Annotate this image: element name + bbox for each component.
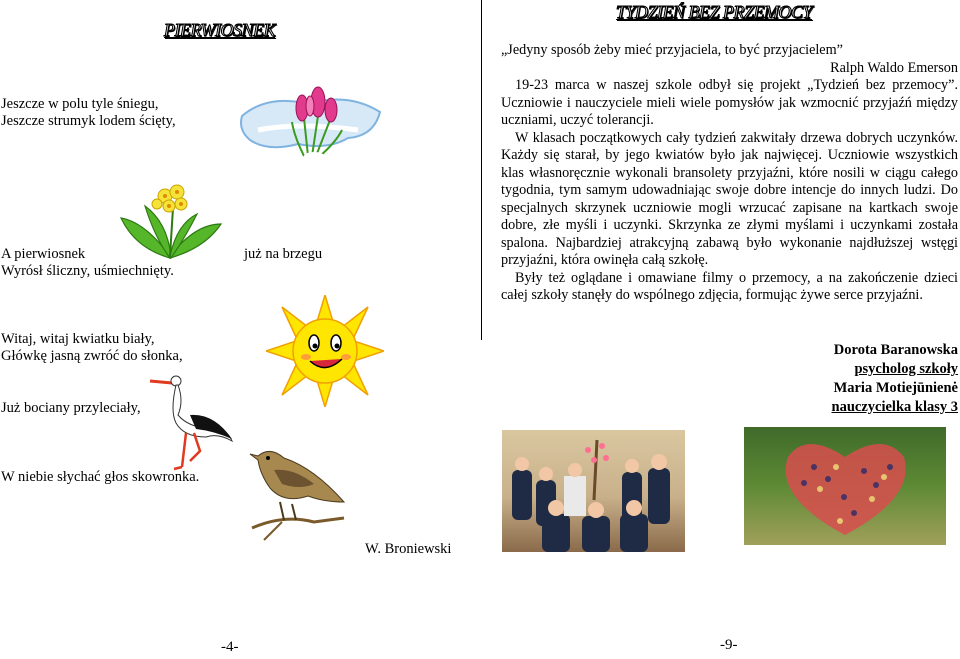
article-paragraph-3: Były też oglądane i omawiane filmy o przemocy, a na zakończenie dzieci całej szkoły stanęły do wspólnego zdjęcia, formując żywe serce przyjaźni.: [501, 269, 958, 303]
article-paragraph-2: W klasach początkowych cały tydzień zakwitały drzewa dobrych uczynków. Każdy się starał, by jego kwiatów było jak najwięcej. Uczniowie wszystkich klas własnoręcznie wykonali bransolety przyjaźni, które nosili w ciągu całego tygodnia, tym samym udowadniając swoje dobre intencje do innych ludzi. Do specjalnych skrzynek uczniowie mogli wrzucać zapisane na kartkach swoje dobre, złe myśli i uczynki. Skrzynka ze złymi myślami i uczynkami została spalona. Najbardziej atrakcyjną zabawą było wykonanie najdłuższej wstęgi przyjaźni, która owinęła całą szkołę.: [501, 129, 958, 268]
article-title: TYDZIEŃ BEZ PRZEMOCY: [616, 2, 813, 22]
heart-formation-photo: [744, 427, 946, 545]
skylark-illustration: [244, 444, 354, 546]
poem-stanza-3: [1, 331, 183, 365]
students-with-tree-photo: [502, 430, 685, 552]
page-number-left: -4-: [221, 639, 239, 655]
page-number-right: -9-: [720, 637, 738, 653]
poem-line: Jeszcze w polu tyle śniegu,: [1, 96, 159, 112]
quote-author: Ralph Waldo Emerson: [830, 59, 958, 76]
poem-line: A pierwiosnek: [1, 246, 86, 262]
signature-name: Dorota Baranowska: [833, 342, 958, 358]
signature-name: Maria Motiejūnienė: [833, 380, 958, 396]
article-paragraph-1: 19-23 marca w naszej szkole odbył się projekt „Tydzień bez przemocy”. Uczniowie i nauczyciele mieli wiele pomysłów jak wzmocnić przyjaźń między uczniami, uczyć tolerancji.: [501, 77, 958, 128]
poem-stanza-1: [1, 96, 176, 130]
poem-title: PIERWIOSNEK: [164, 20, 276, 40]
primrose-illustration: [115, 178, 225, 260]
poem-line: Główkę jasną zwróć do słonka,: [1, 348, 183, 364]
smiling-sun-illustration: [266, 295, 384, 407]
stork-illustration: [148, 371, 234, 471]
poem-line: W niebie słychać głos skowronka.: [1, 469, 200, 485]
signature-role: nauczycielka klasy 3: [831, 399, 958, 415]
signature-role: psycholog szkoły: [854, 361, 958, 377]
page-divider: [481, 0, 482, 340]
poem-author: W. Broniewski: [365, 541, 452, 557]
crocus-illustration: [238, 86, 384, 162]
article-quote: „Jedyny sposób żeby mieć przyjaciela, to być przyjacielem”: [501, 42, 843, 58]
article-body: [501, 42, 958, 305]
poem-line: Jeszcze strumyk lodem ścięty,: [1, 113, 176, 129]
poem-line: Witaj, witaj kwiatku biały,: [1, 331, 155, 347]
poem-line: Już bociany przyleciały,: [1, 400, 141, 416]
poem-line: Wyrósł śliczny, uśmiechnięty.: [1, 263, 174, 279]
article-signatures: [832, 341, 958, 417]
poem-line: już na brzegu: [244, 246, 323, 262]
